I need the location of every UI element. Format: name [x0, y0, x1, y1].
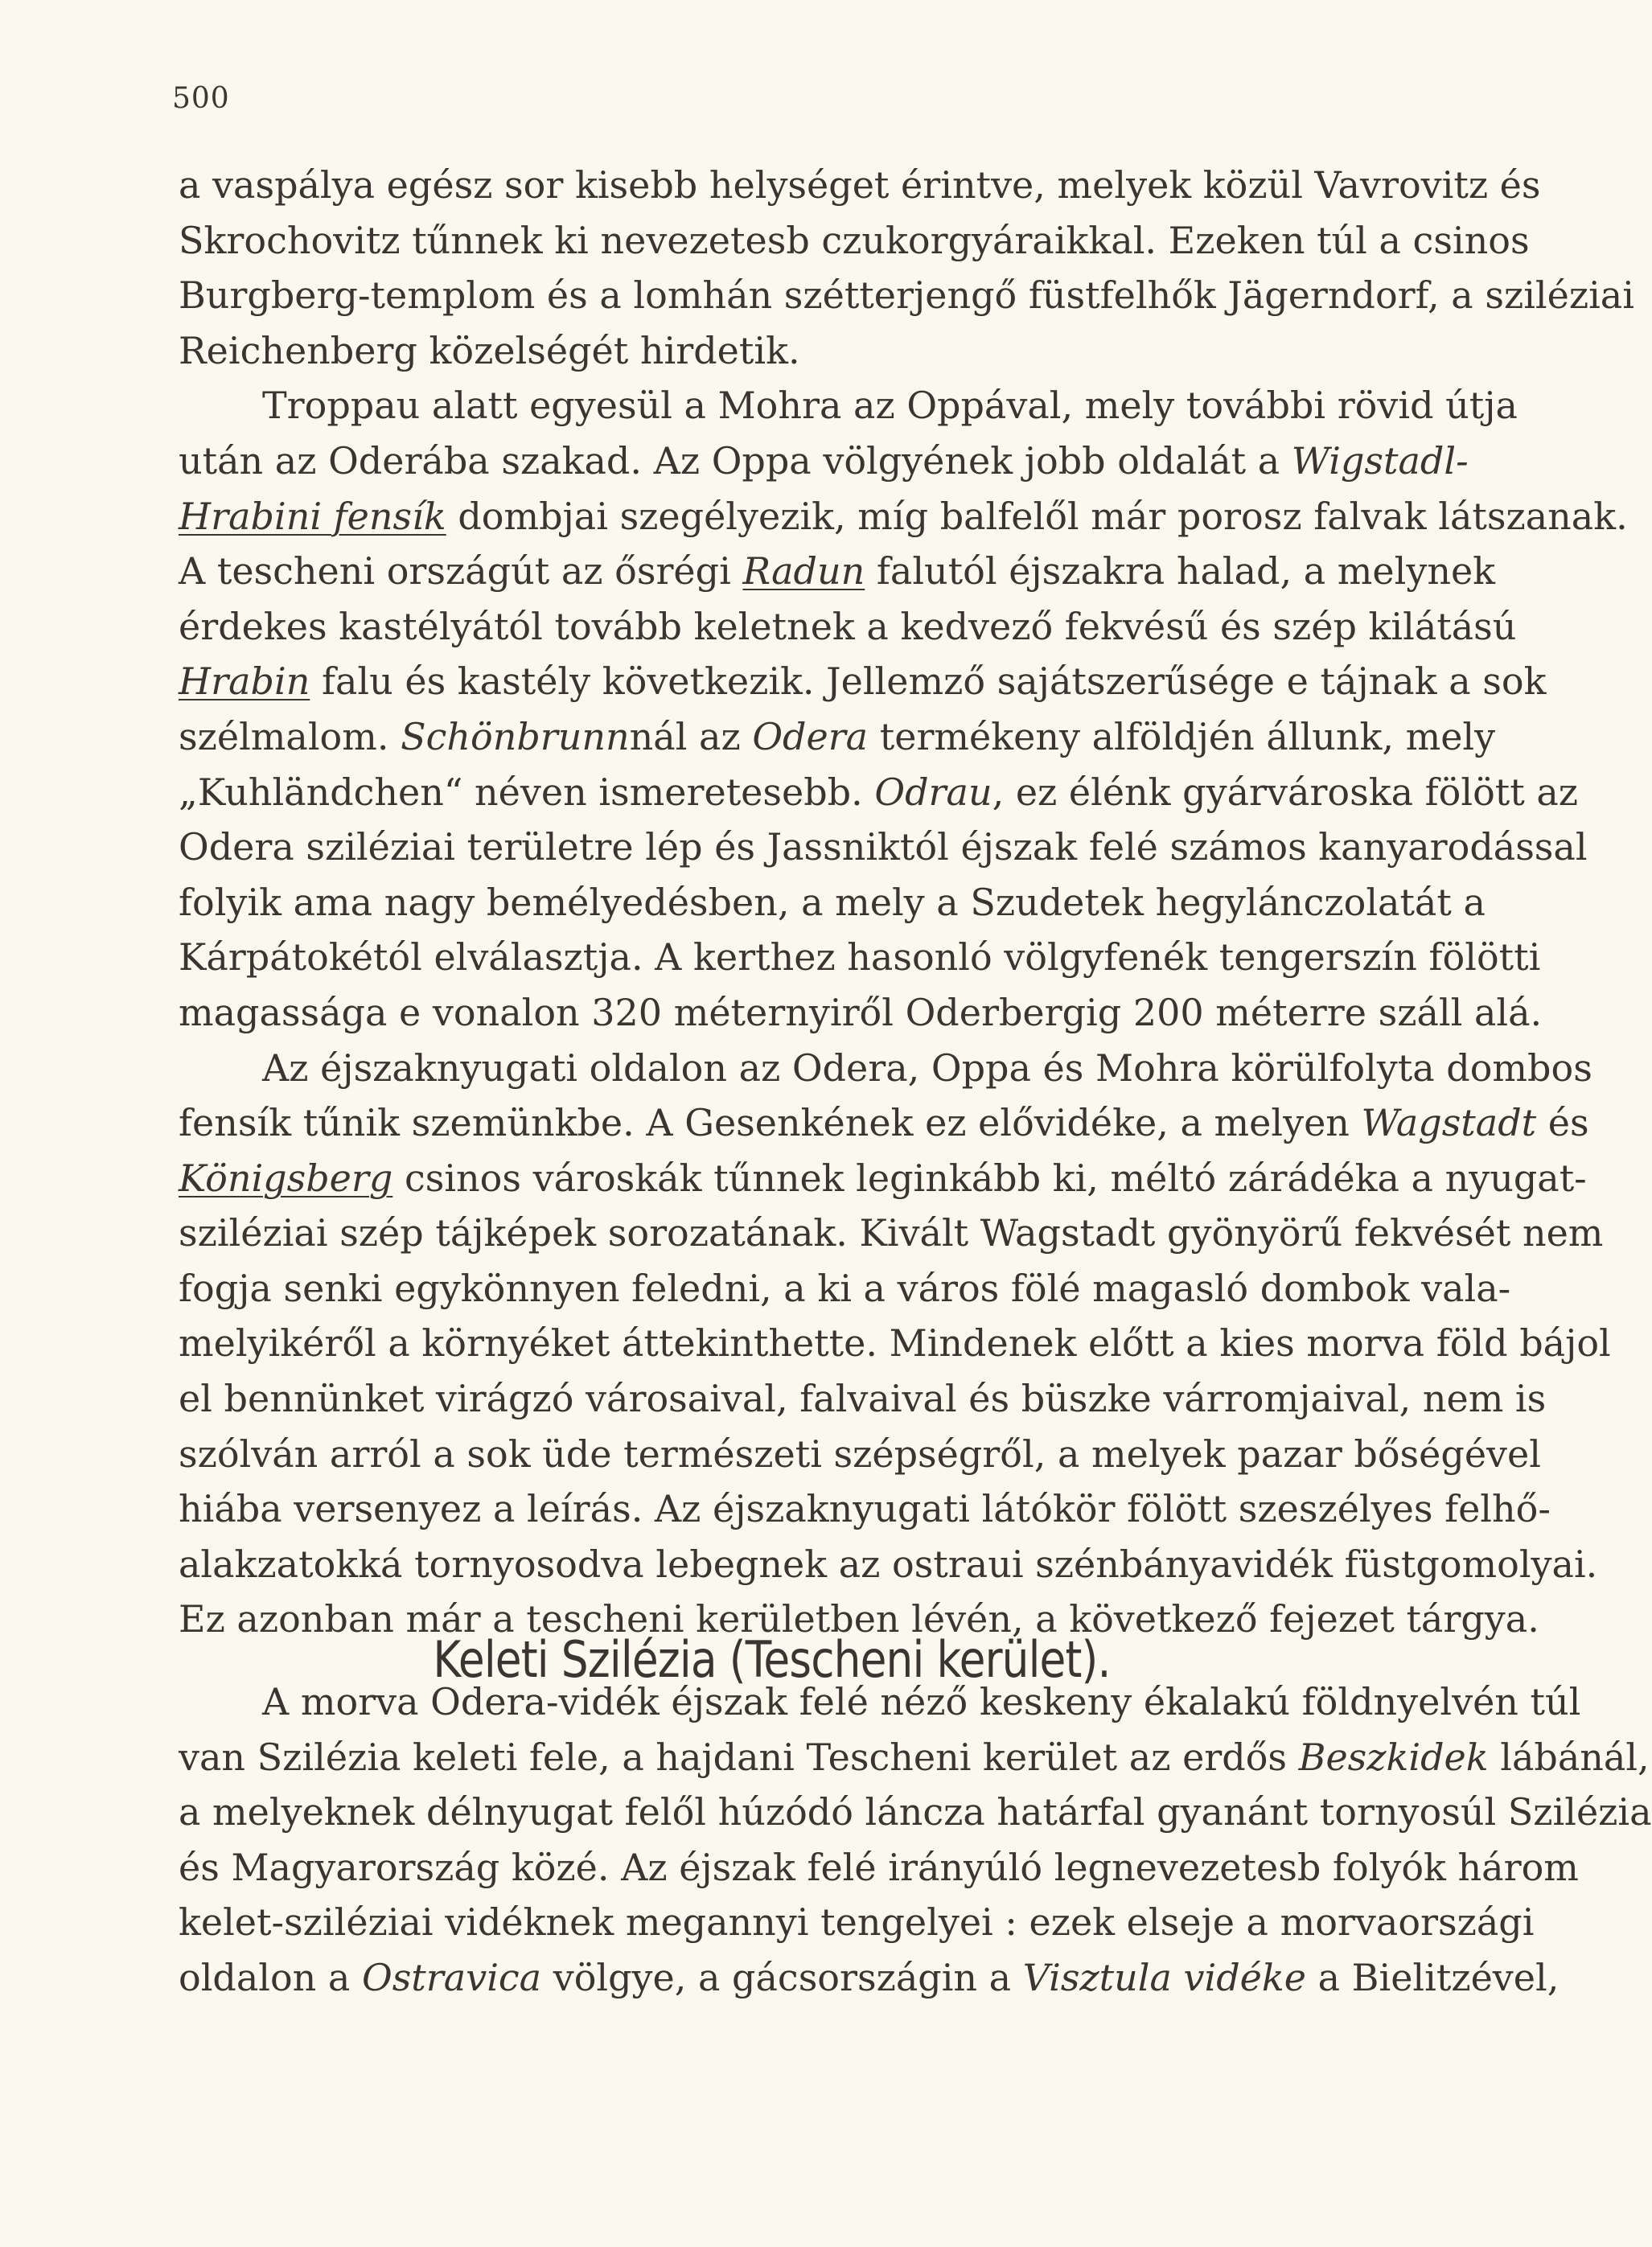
text-line: a vaspálya egész sor kisebb helységet érintve, melyek közül Vavrovitz és: [179, 163, 1541, 207]
text-line: alakzatokká tornyosodva lebegnek az ostraui szénbányavidék füstgomolyai.: [179, 1542, 1598, 1586]
text-line: Königsberg csinos városkák tűnnek leginkább ki, méltó zárádéka a nyugat-: [179, 1156, 1587, 1200]
text-line: el bennünket virágzó városaival, falvaival és büszke várromjaival, nem is: [179, 1377, 1547, 1421]
body-text-bottom: [179, 1674, 1652, 2006]
text-line: „Kuhländchen“ néven ismeretesebb. Odrau, ez élénk gyárvároska fölött az: [179, 770, 1579, 814]
text-line: Az éjszaknyugati oldalon az Odera, Oppa és Mohra körülfolyta dombos: [262, 1045, 1592, 1090]
text-line: Hrabini fensík dombjai szegélyezik, míg balfelől már porosz falvak látszanak.: [179, 494, 1628, 538]
text-line: melyikéről a környéket áttekinthette. Mindenek előtt a kies morva föld bájol: [179, 1321, 1611, 1366]
text-line: van Szilézia keleti fele, a hajdani Tescheni kerület az erdős Beszkidek lábánál,: [179, 1735, 1650, 1779]
text-line: magassága e vonalon 320 méternyiről Oderbergig 200 méterre száll alá.: [179, 990, 1543, 1034]
text-line: érdekes kastélyától tovább keletnek a kedvező fekvésű és szép kilátású: [179, 604, 1517, 648]
text-line: Troppau alatt egyesül a Mohra az Oppával, mely további rövid útja: [262, 384, 1518, 428]
text-line: fensík tűnik szemünkbe. A Gesenkének ez elővidéke, a melyen Wagstadt és: [179, 1101, 1589, 1145]
text-line: és Magyarország közé. Az éjszak felé irányúló legnevezetesb folyók három: [179, 1845, 1579, 1889]
text-line: A tescheni országút az ősrégi Radun falutól éjszakra halad, a melynek: [179, 549, 1496, 594]
text-line: folyik ama nagy bemélyedésben, a mely a Szudetek hegylánczolatát a: [179, 880, 1486, 924]
text-line: oldalon a Ostravica völgye, a gácsországin a Visztula vidéke a Bielitzével,: [179, 1955, 1560, 1999]
text-line: Odera sziléziai területre lép és Jassniktól éjszak felé számos kanyarodással: [179, 825, 1588, 869]
text-line: Kárpátokétól elválasztja. A kerthez hasonló völgyfenék tengerszín fölötti: [179, 935, 1541, 980]
text-line: hiába versenyez a leírás. Az éjszaknyugati látókör fölött szeszélyes felhő-: [179, 1487, 1551, 1531]
page-number: 500: [172, 82, 230, 115]
text-line: Reichenberg közelségét hirdetik.: [179, 328, 800, 372]
section-heading: Keleti Szilézia (Tescheni kerület).: [433, 1630, 1111, 1690]
text-line: Ez azonban már a tescheni kerületben lévén, a következő fejezet tárgya.: [179, 1597, 1539, 1641]
text-line: után az Oderába szakad. Az Oppa völgyének jobb oldalát a Wigstadl-: [179, 438, 1469, 483]
text-line: kelet-sziléziai vidéknek megannyi tengelyei : ezek elseje a morvaországi: [179, 1900, 1535, 1945]
text-line: Hrabin falu és kastély következik. Jellemző sajátszerűsége e tájnak a sok: [179, 659, 1547, 704]
body-text-top: [179, 158, 1634, 1647]
text-line: szélmalom. Schönbrunnnál az Odera termékeny alföldjén állunk, mely: [179, 714, 1496, 758]
text-line: Skrochovitz tűnnek ki nevezetesb czukorgyáraikkal. Ezeken túl a csinos: [179, 218, 1530, 262]
text-line: sziléziai szép tájképek sorozatának. Kivált Wagstadt gyönyörű fekvését nem: [179, 1211, 1604, 1255]
text-line: Burgberg-templom és a lomhán szétterjengő füstfelhők Jägerndorf, a sziléziai: [179, 273, 1634, 318]
text-line: A morva Odera-vidék éjszak felé néző keskeny ékalakú földnyelvén túl: [262, 1680, 1581, 1723]
text-line: szólván arról a sok üde természeti szépségről, a melyek pazar bőségével: [179, 1432, 1541, 1476]
text-line: fogja senki egykönnyen feledni, a ki a város fölé magasló dombok vala-: [179, 1266, 1511, 1310]
text-line: a melyeknek délnyugat felől húzódó láncza határfal gyanánt tornyosúl Szilézia: [179, 1790, 1652, 1834]
